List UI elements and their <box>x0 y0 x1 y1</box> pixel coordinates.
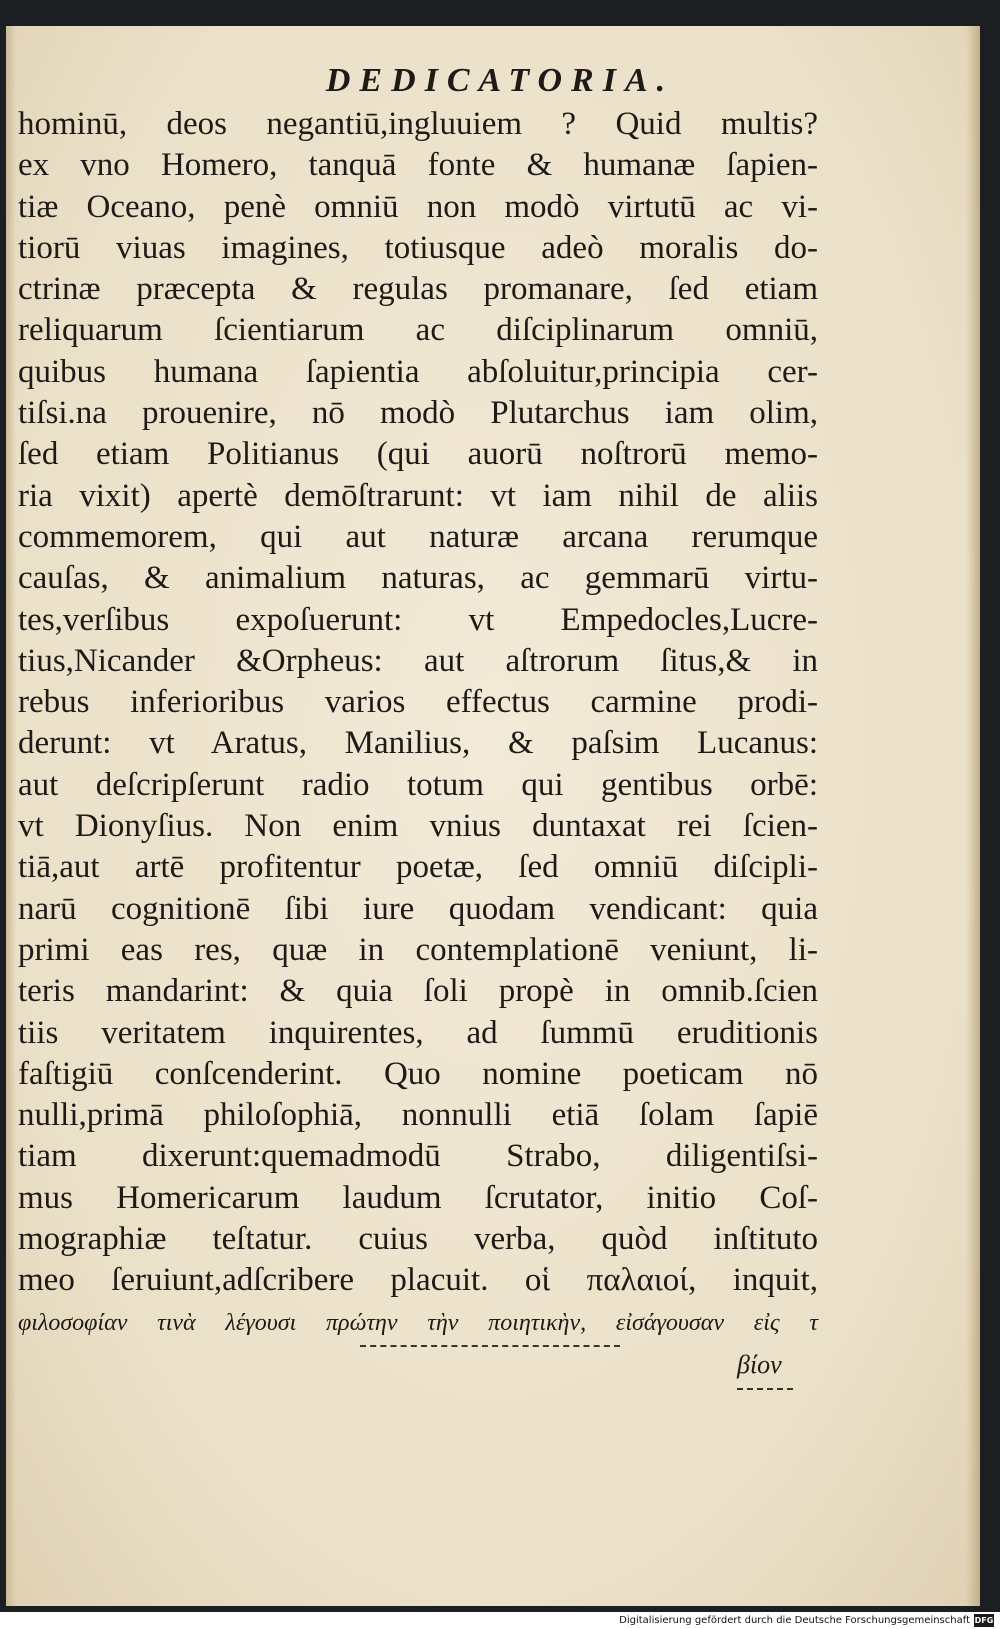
text-line: hominū, deos negantiū,ingluuiem ? Quid multis? <box>18 106 818 142</box>
text-line: primi eas res, quæ in contemplationē veniunt, li- <box>18 931 818 968</box>
text-line: vt Dionyſius. Non enim vnius duntaxat rei ſcien- <box>18 808 818 845</box>
catchword-underline <box>737 1388 793 1392</box>
text-line: ria vixit) apertè demōſtrarunt: vt iam nihil de aliis <box>18 477 818 514</box>
text-line: tiis veritatem inquirentes, ad ſummū eruditionis <box>18 1014 818 1051</box>
text-line: quibus humana ſapientia abſoluitur,principia cer- <box>18 353 818 390</box>
text-line: reliquarum ſcientiarum ac diſciplinarum omniū, <box>18 312 818 349</box>
catchword: βίον <box>737 1350 782 1379</box>
text-line: ex vno Homero, tanquā fonte & humanæ ſapien- <box>18 147 818 184</box>
page-edge-shadow-right <box>966 26 980 1606</box>
page-edge-shadow-left <box>6 26 16 1606</box>
greek-quotation-line: φιλοσοφίαν τινὰ λέγουσι πρώτην τὴν ποιητικὴν, εἰσάγουσαν εἰς τ <box>18 1310 818 1336</box>
text-line: tiſsi.na prouenire, nō modò Plutarchus iam olim, <box>18 395 818 432</box>
text-line: ſed etiam Politianus (qui auorū noſtrorū memo- <box>18 436 818 473</box>
dfg-logo: DFG <box>974 1616 994 1625</box>
text-line: cauſas, & animalium naturas, ac gemmarū virtu- <box>18 560 818 597</box>
text-line: tiam dixerunt:quemadmodū Strabo, diligentiſsi- <box>18 1138 818 1175</box>
running-head: DEDICATORIA. <box>325 62 675 99</box>
digitization-credit: Digitalisierung gefördert durch die Deutsche Forschungsgemeinschaft <box>619 1615 970 1626</box>
text-line: nulli,primā philoſophiā, nonnulli etiā ſolam ſapiē <box>18 1097 818 1134</box>
text-line: tiorū viuas imagines, totiusque adeò moralis do- <box>18 229 818 266</box>
body-text <box>18 104 818 1302</box>
text-line: tius,Nicander &Orpheus: aut aſtrorum ſitus,& in <box>18 642 818 679</box>
text-line: rebus inferioribus varios effectus carmine prodi- <box>18 684 818 721</box>
text-line: derunt: vt Aratus, Manilius, & paſsim Lucanus: <box>18 725 818 762</box>
text-line: tiā,aut artē profitentur poetæ, ſed omniū diſcipli- <box>18 849 818 886</box>
text-line: ctrinæ præcepta & regulas promanare, ſed etiam <box>18 271 818 308</box>
text-line: narū cognitionē ſibi iure quodam vendicant: quia <box>18 890 818 927</box>
text-line: tiæ Oceano, penè omniū non modò virtutū ac vi- <box>18 188 818 225</box>
text-line: tes,verſibus expoſuerunt: vt Empedocles,Lucre- <box>18 601 818 638</box>
text-line: teris mandarint: & quia ſoli propè in omnib.ſcien <box>18 973 818 1010</box>
text-line: mographiæ teſtatur. cuius verba, quòd inſtituto <box>18 1221 818 1258</box>
text-line: meo ſeruiunt,adſcribere placuit. οἱ παλαιοί, inquit, <box>18 1262 818 1299</box>
text-line: aut deſcripſerunt radio totum qui gentibus orbē: <box>18 766 818 803</box>
text-line: commemorem, qui aut naturæ arcana rerumque <box>18 518 818 555</box>
text-line: mus Homericarum laudum ſcrutator, initio Coſ- <box>18 1179 818 1216</box>
text-line: faſtigiū conſcenderint. Quo nomine poeticam nō <box>18 1055 818 1092</box>
underline-marks <box>360 1345 620 1349</box>
